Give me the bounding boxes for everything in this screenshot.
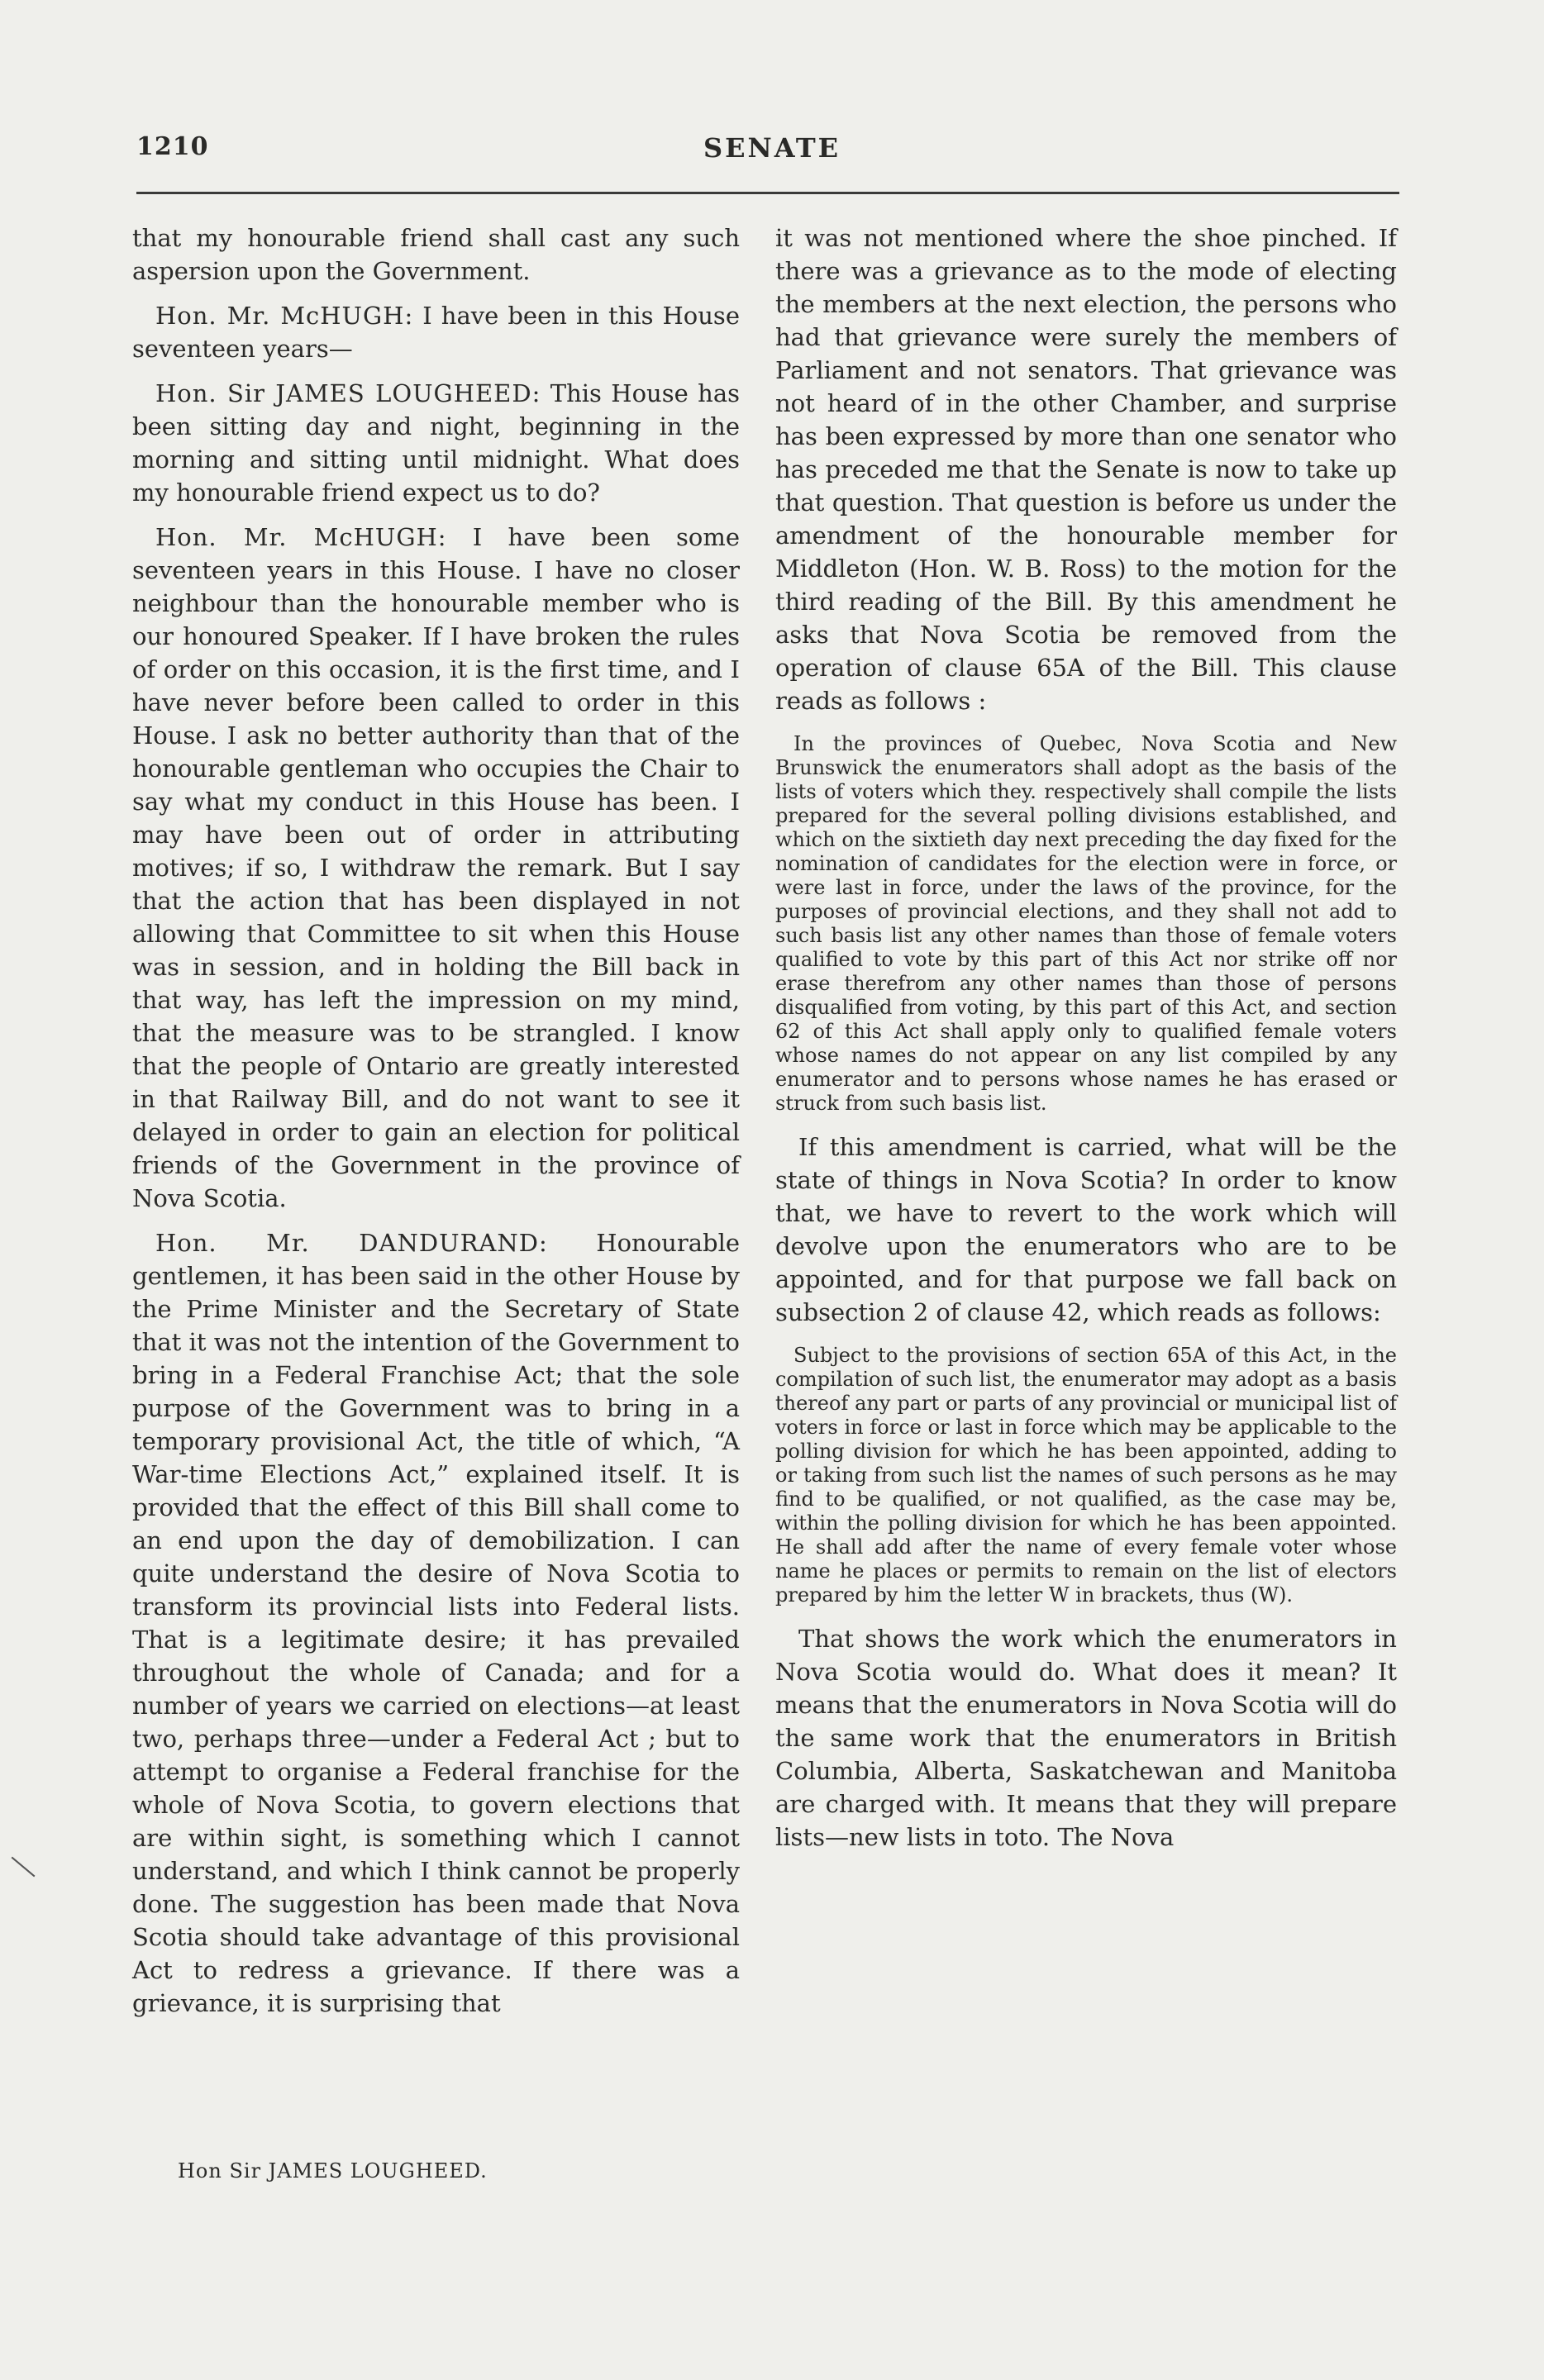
left-column [132, 221, 740, 2031]
paragraph-text: that my honourable friend shall cast any such aspersion upon the Government. [132, 224, 740, 285]
paragraph-text: This House has been sitting day and night, beginning in the morning and sitting until midnight. What does my honourable friend expect us to do? [132, 379, 740, 507]
right-paragraph-2: If this amendment is carried, what will be the state of things in Nova Scotia? In order to know that, we have to revert to the work which will devolve upon the enumerators who are to be appointed, and for that purpose we fall back on subsection 2 of clause 42, which reads as follows: [775, 1133, 1397, 1326]
paragraph-text: I have been some seventeen years in this House. I have no closer neighbour than the honourable member who is our honoured Speaker. If I have broken the rules of order on this occasion, it is the first time, and I have never before been called to order in this House. I ask no better authority than that of the honourable gentleman who occupies the Chair to say what my conduct in this House has been. I may have been out of order in attributing motives; if so, I withdraw the remark. But I say that the action that has been displayed in not allowing that Committee to sit when this House was in session, and in holding the Bill back in that way, has left the impression on my mind, that the measure was to be strangled. I know that the people of Ontario are greatly interested in that Railway Bill, and do not want to see it delayed in order to gain an election for political friends of the Government in the province of Nova Scotia. [132, 523, 740, 1212]
page-number: 1210 [136, 132, 209, 161]
footer-speaker-name: Hon Sir JAMES LOUGHEED. [178, 2159, 488, 2182]
left-paragraph-5 [132, 1226, 740, 2020]
quoted-clause-65a: In the provinces of Quebec, Nova Scotia and New Brunswick the enumerators shall adopt as the basis of the lists of voters which they. respectively shall compile the lists prepared for the several polling divisions established, and which on the sixtieth day next preceding the day fixed for the nomination of candidates for the election were in force, or were last in force, under the laws of the province, for the purposes of provincial elections, and they shall not add to such basis list any other names than those of female voters qualified to vote by this part of this Act nor strike off nor erase therefrom any other names than those of persons disqualified from voting, by this part of this Act, and section 62 of this Act shall apply only to qualified female voters whose names do not appear on any list compiled by any enumerator and to persons whose names he has erased or struck from such basis list. [775, 732, 1397, 1115]
speaker-name: Hon. Sir JAMES LOUGHEED: [155, 379, 541, 407]
right-column [775, 221, 1397, 1865]
quoted-subsection-42: Subject to the provisions of section 65A of this Act, in the compilation of such list, the enumerator may adopt as a basis thereof any part or parts of any provincial or municipal list of voters in force or last in force which may be applicable to the polling division for which he has been appointed, adding to or taking from such list the names of such persons as he may find to be qualified, or not qualified, as the case may be, within the polling division for which he has been appointed. He shall add after the name of every female voter whose name he places or permits to remain on the list of electors prepared by him the letter W in brackets, thus (W). [775, 1344, 1397, 1606]
left-paragraph-1 [132, 221, 740, 288]
speaker-name: Hon. Mr. McHUGH: [155, 523, 447, 551]
header-rule [136, 192, 1399, 194]
left-paragraph-4 [132, 521, 740, 1215]
margin-mark [12, 1857, 36, 1878]
speaker-name: Hon. Mr. DANDURAND: [155, 1229, 548, 1257]
left-paragraph-3 [132, 377, 740, 509]
paragraph-text: Honourable gentlemen, it has been said in the other House by the Prime Minister and the Secretary of State that it was not the intention of the Government to bring in a Federal Franchise Act; that the sole purpose of the Government was to bring in a temporary provisional Act, the title of which, “A War-time Elections Act,” explained itself. It is provided that the effect of this Bill shall come to an end upon the day of demobilization. I can quite understand the desire of Nova Scotia to transform its provincial lists into Federal lists. That is a legitimate desire; it has prevailed throughout the whole of Canada; and for a number of years we carried on elections—at least two, perhaps three—under a Federal Act ; but to attempt to organise a Federal franchise for the whole of Nova Scotia, to govern elections that are within sight, is something which I cannot understand, and which I think cannot be properly done. The suggestion has been made that Nova Scotia should take advantage of this provisional Act to redress a grievance. If there was a grievance, it is surprising that [132, 1229, 741, 2017]
right-paragraph-3: That shows the work which the enumerators in Nova Scotia would do. What does it mean? It means that the enumerators in Nova Scotia will do the same work that the enumerators in British Columbia, Alberta, Saskatchewan and Manitoba are charged with. It means that they will prepare lists—new lists in toto. The Nova [775, 1625, 1397, 1851]
right-paragraph-1: it was not mentioned where the shoe pinched. If there was a grievance as to the mode of electing the members at the next election, the persons who had that grievance were surely the members of Parliament and not senators. That grievance was not heard of in the other Chamber, and surprise has been expressed by more than one senator who has preceded me that the Senate is now to take up that question. That question is before us under the amendment of the honourable member for Middleton (Hon. W. B. Ross) to the motion for the third reading of the Bill. By this amendment he asks that Nova Scotia be removed from the operation of clause 65A of the Bill. This clause reads as follows : [775, 224, 1397, 715]
left-paragraph-2 [132, 299, 740, 365]
running-head: SENATE [703, 132, 841, 164]
speaker-name: Hon. Mr. McHUGH: [155, 302, 414, 330]
paragraph-text: I have been in this House seventeen years— [132, 302, 740, 363]
